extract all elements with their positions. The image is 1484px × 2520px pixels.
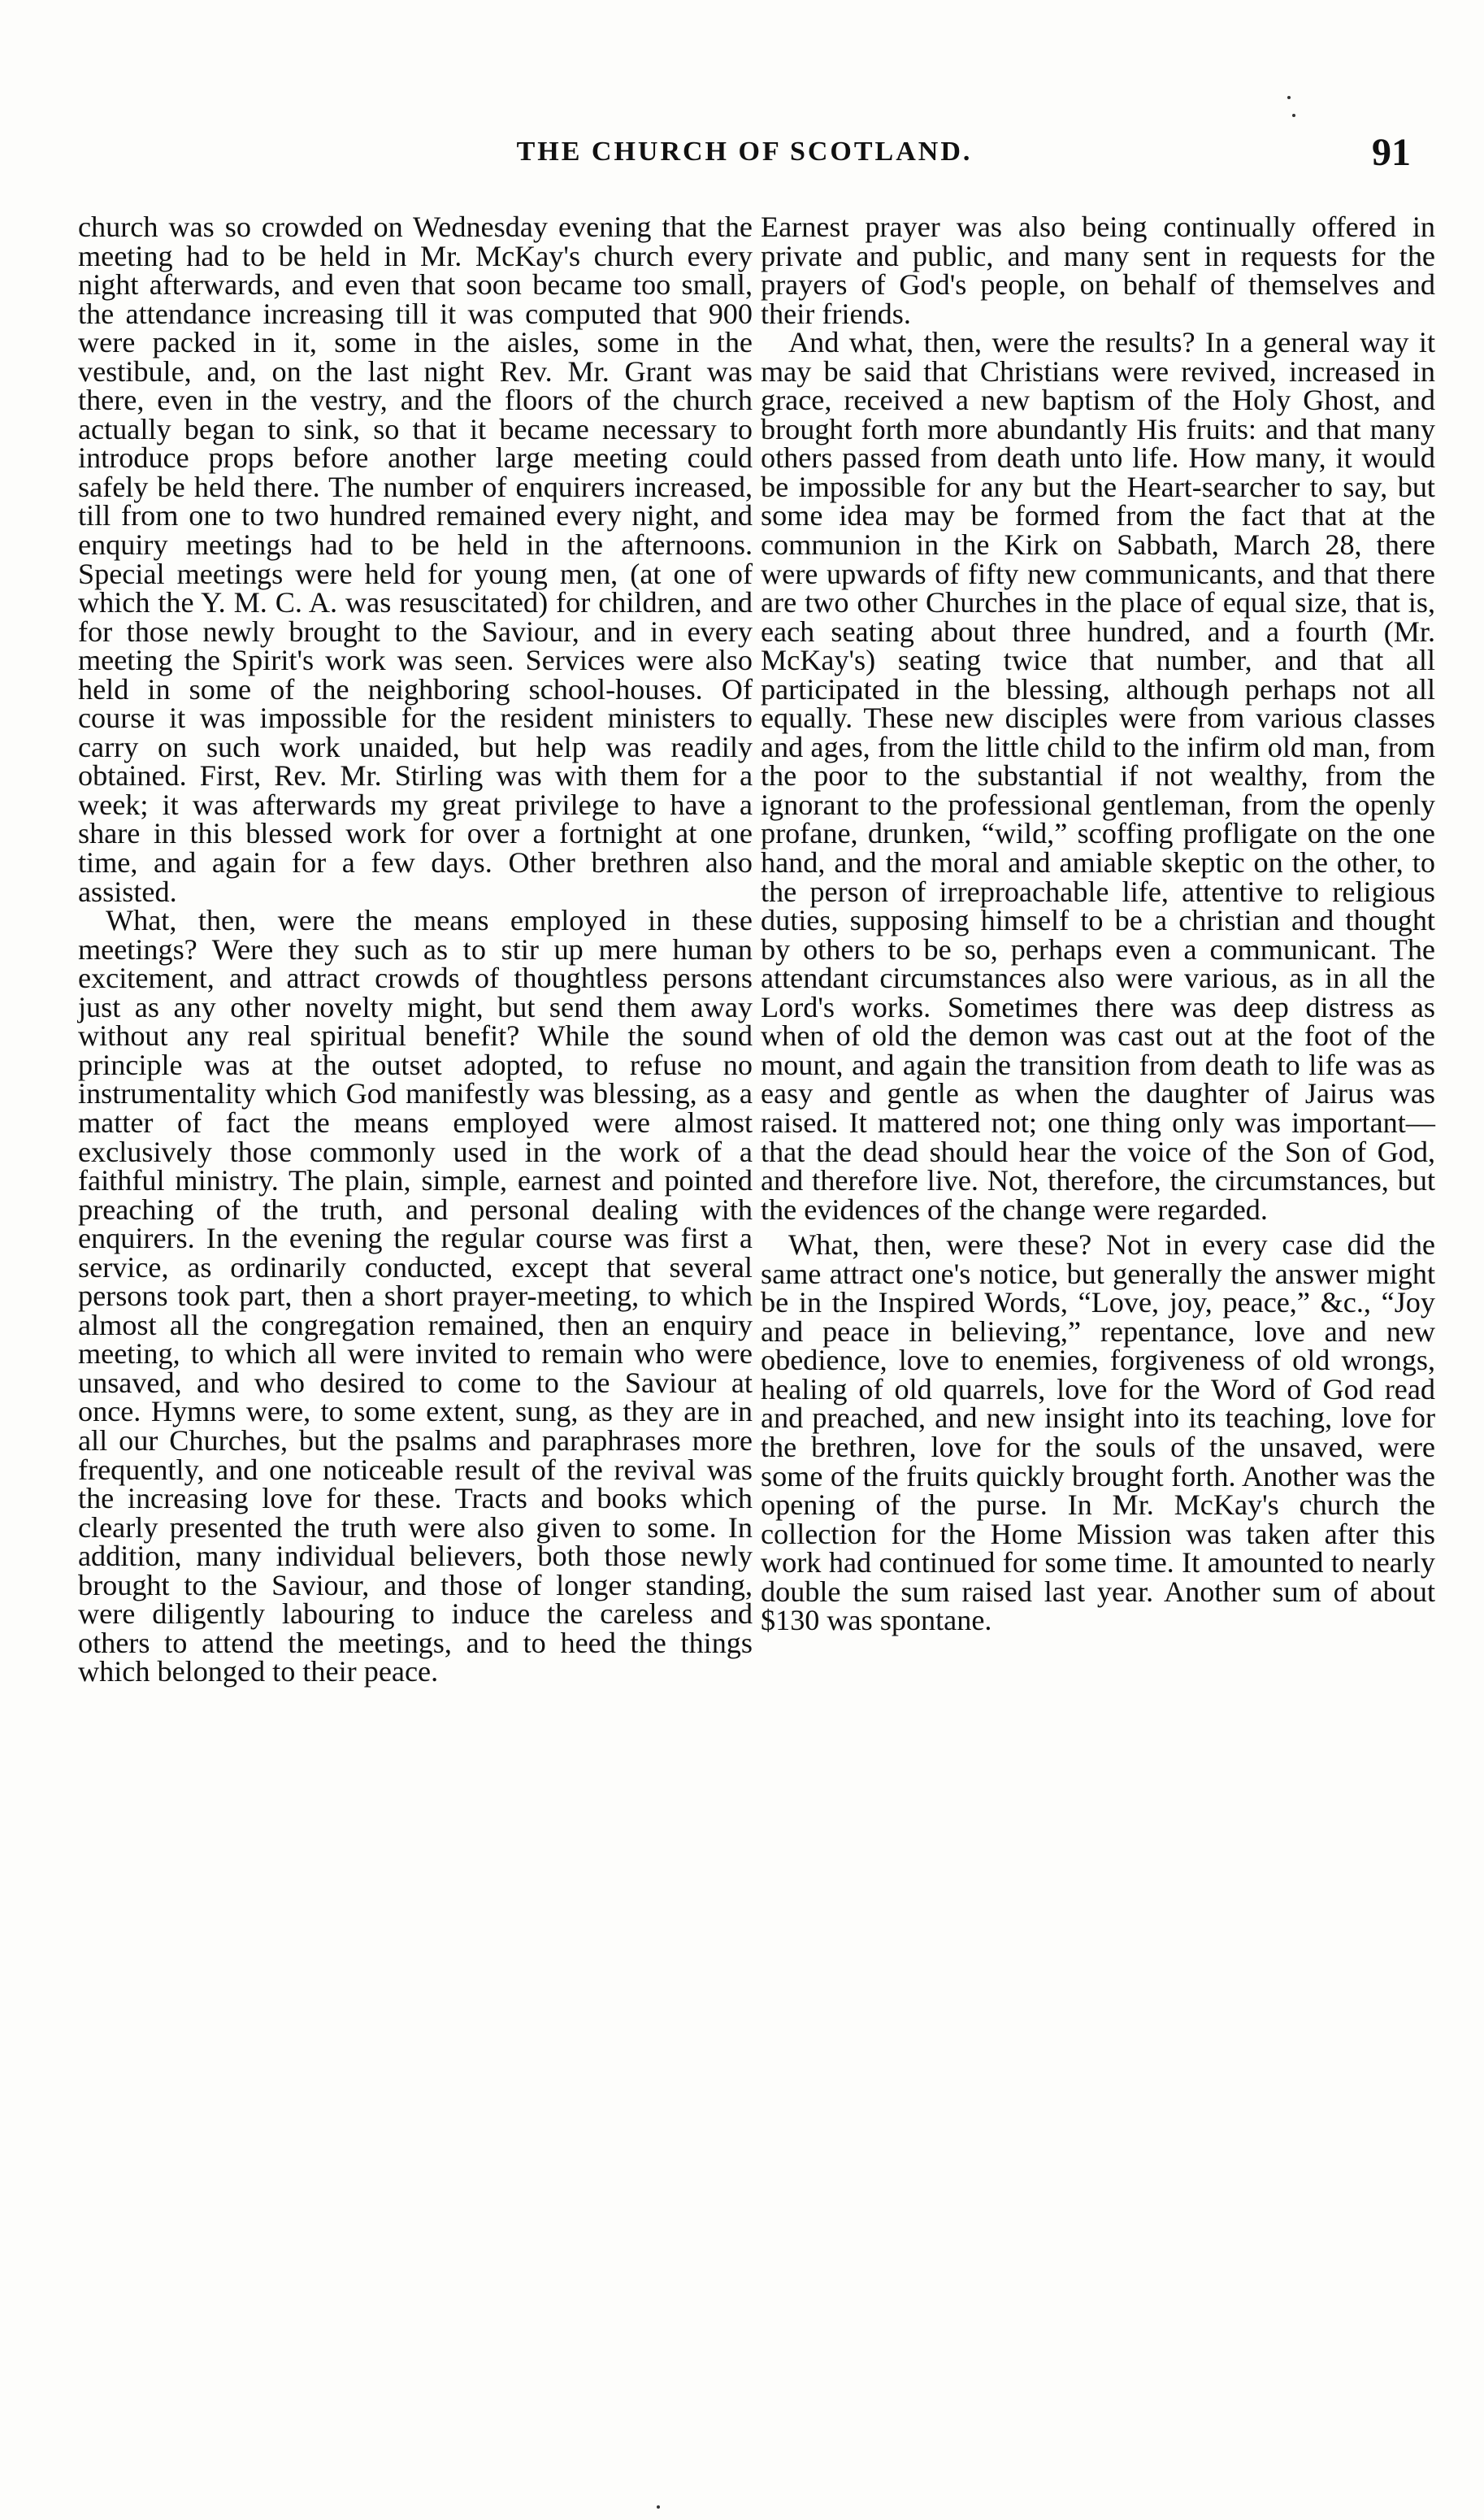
right-column: [761, 213, 1435, 1636]
paragraph: Earnest prayer was also being continually offered in private and public, and many sent in requests for the prayers of God's people, on behalf of themselves and their friends.: [761, 211, 1435, 330]
paragraph: church was so crowded on Wednesday evening that the meeting had to be held in Mr. McKay's church every night afterwards, and even that soon became too small, the attendance increasing till it was computed that 900 were packed in it, some in the aisles, some in the vestibule, and, on the last night Rev. Mr. Grant was there, even in the vestry, and the floors of the church actually began to sink, so that it became necessary to introduce props before another large meeting could safely be held there. The number of enquirers increased, till from one to two hundred remained every night, and enquiry meetings had to be held in the afternoons. Special meetings were held for young men, (at one of which the Y. M. C. A. was resuscitated) for children, and for those newly brought to the Saviour, and in every meeting the Spirit's work was seen. Services were also held in some of the neighboring school-houses. Of course it was impossible for the resident ministers to carry on such work unaided, but help was readily obtained. First, Rev. Mr. Stirling was with them for a week; it was afterwards my great privilege to have a share in this blessed work for over a fortnight at one time, and again for a few days. Other brethren also assisted.: [78, 211, 753, 908]
scan-speck: [657, 2505, 660, 2509]
running-header: [78, 131, 1411, 185]
paragraph: What, then, were these? Not in every case did the same attract one's notice, but generally the answer might be in the Inspired Words, “Love, joy, peace,” &c., “Joy and peace in believing,” repentance, love and new obedience, love to enemies, forgiveness of old wrongs, healing of old quarrels, love for the Word of God read and preached, and new insight into its teaching, love for the brethren, love for the souls of the unsaved, were some of the fruits quickly brought forth. Another was the opening of the purse. In Mr. McKay's church the collection for the Home Mission was taken after this work had continued for some time. It amounted to nearly double the sum raised last year. Another sum of about $130 was spontane.: [761, 1228, 1435, 1637]
paragraph: What, then, were the means employed in these meetings? Were they such as to stir up mere human excitement, and attract crowds of thoughtless persons just as any other novelty might, but send them away without any real spiritual benefit? While the sound principle was at the outset adopted, to refuse no instrumentality which God manifestly was blessing, as a matter of fact the means employed were almost exclusively those commonly used in the work of a faithful ministry. The plain, simple, earnest and pointed preaching of the truth, and personal dealing with enquirers. In the evening the regular course was first a service, as ordinarily conducted, except that several persons took part, then a short prayer-meeting, to which almost all the congregation remained, then an enquiry meeting, to which all were invited to remain who were unsaved, and who desired to come to the Saviour at once. Hymns were, to some extent, sung, as they are in all our Churches, but the psalms and paraphrases more frequently, and one noticeable result of the revival was the increasing love for these. Tracts and books which clearly presented the truth were also given to some. In addition, many individual believers, both those newly brought to the Saviour, and those of longer standing, were diligently labouring to induce the careless and others to attend the meetings, and to heed the things which belonged to their peace.: [78, 904, 753, 1688]
page-number: 91: [1372, 131, 1411, 174]
paragraph: And what, then, were the results? In a general way it may be said that Christians were revived, increased in grace, received a new baptism of the Holy Ghost, and brought forth more abundantly His fruits: and that many others passed from death unto life. How many, it would be impossible for any but the Heart-searcher to say, but some idea may be formed from the fact that at the communion in the Kirk on Sabbath, March 28, there were upwards of fifty new communicants, and that there are two other Churches in the place of equal size, that is, each seating about three hundred, and a fourth (Mr. McKay's) seating twice that number, and that all participated in the blessing, although perhaps not all equally. These new disciples were from various classes and ages, from the little child to the infirm old man, from the poor to the substantial if not wealthy, from the ignorant to the professional gentleman, from the openly profane, drunken, “wild,” scoffing profligate on the one hand, and the moral and amiable skeptic on the other, to the person of irreproachable life, attentive to religious duties, supposing himself to be a christian and thought by others to be so, perhaps even a communicant. The attendant circumstances also were various, as in all the Lord's works. Sometimes there was deep distress as when of old the demon was cast out at the foot of the mount, and again the transition from death to life was as easy and gentle as when the daughter of Jairus was raised. It mattered not; one thing only was important—that the dead should hear the voice of the Son of God, and therefore live. Not, therefore, the circumstances, but the evidences of the change were regarded.: [761, 326, 1435, 1226]
left-column: [78, 213, 753, 1687]
scan-speck: [1292, 114, 1295, 117]
running-title: THE CHURCH OF SCOTLAND.: [516, 137, 973, 167]
scan-speck: [1287, 96, 1291, 99]
